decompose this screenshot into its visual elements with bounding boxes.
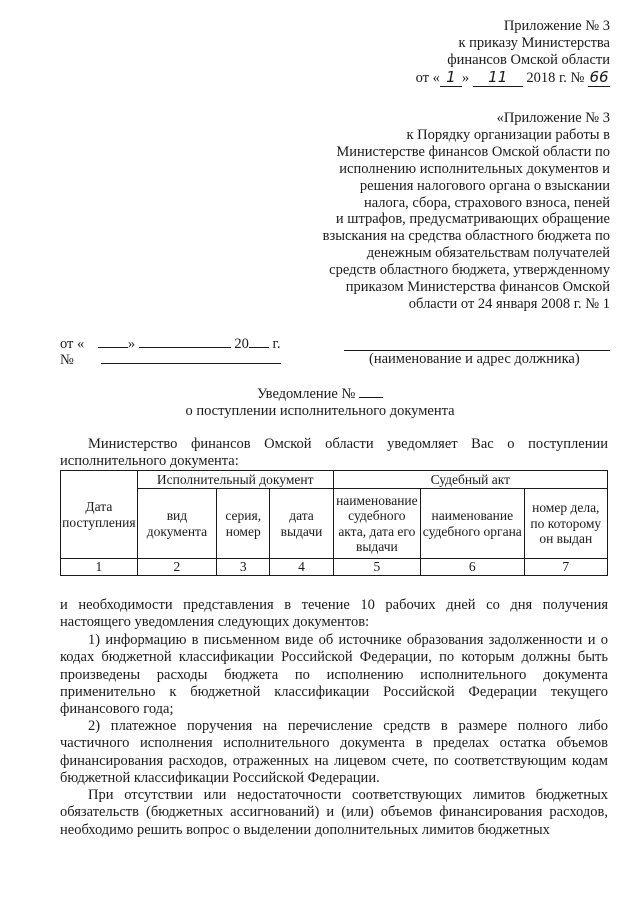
body-paragraph-4: При отсутствии или недостаточности соответствующих лимитов бюджетных обязательств (бюджетных ассигнований) и (или) объемов финансирования расходов, необходимо решить вопрос о выделении дополнительных лимитов бюджетных [60, 787, 608, 838]
procedure-line: к Порядку организации работы в [406, 126, 610, 143]
col-issue-date: дата выдачи [270, 489, 333, 559]
year-blank[interactable] [249, 347, 269, 348]
body-paragraph-1: и необходимости представления в течение 10 рабочих дней со дня получения настоящего уведомления следующих документов: [60, 597, 608, 631]
intro-paragraph: Министерство финансов Омской области уведомляет Вас о поступлении исполнительного документа: [60, 436, 608, 470]
handwritten-number: 66 [589, 68, 609, 86]
number-field-row: № [60, 352, 281, 369]
group-court-act: Судебный акт [333, 471, 607, 489]
month-blank[interactable] [139, 347, 231, 348]
date-field-row: от « » 20 г. [60, 336, 281, 352]
handwritten-month: 11 [473, 69, 523, 87]
procedure-line: области от 24 января 2008 г. № 1 [408, 295, 610, 312]
appendix-order-line: к приказу Министерства [458, 35, 610, 51]
number-blank[interactable] [101, 363, 281, 364]
body-paragraph-2: 1) информацию в письменном виде об источнике образования задолженности и о кодах бюджетной классификации Российской Федерации, по которым должны быть произведены расходы бюджета по исполнению исполнительного документа применительно к бюджетной классификации Российской Федерации текущего финансового года; [60, 632, 608, 718]
notice-number-blank[interactable] [359, 397, 383, 398]
column-number: 6 [421, 559, 524, 576]
procedure-line: денежным обязательствам получателей [366, 245, 610, 262]
procedure-line: исполнению исполнительных документов и [339, 160, 610, 177]
col-court-act-name: наименование судебного акта, дата его выдачи [333, 489, 420, 559]
procedure-line: средств областного бюджета, утвержденному [329, 262, 610, 279]
procedure-line: взыскания на средства областного бюджета по [322, 228, 610, 245]
procedure-line: Министерстве финансов Омской области по [336, 143, 610, 160]
notice-title: Уведомление № [0, 385, 640, 403]
debtor-caption: (наименование и адрес должника) [369, 351, 580, 367]
procedure-line: налога, сбора, страхового взноса, пеней [363, 194, 610, 211]
appendix-title: Приложение № 3 [503, 18, 610, 34]
column-number: 1 [61, 559, 138, 576]
handwritten-day: 1 [440, 69, 462, 87]
procedure-line: «Приложение № 3 [496, 110, 610, 126]
procedure-line: приказом Министерства финансов Омской [345, 279, 610, 296]
column-number: 3 [217, 559, 270, 576]
col-case-number: номер дела, по которому он выдан [524, 489, 607, 559]
column-number: 7 [524, 559, 607, 576]
body-paragraph-3: 2) платежное поручения на перечисление средств в размере полного либо частичного исполнения исполнительного документа в пределах остатка объемов финансирования расходов, отраженных на лицевом счете, по соответствующим кодам бюджетной классификации Российской Федерации. [60, 718, 608, 786]
col-court-name: наименование судебного органа [421, 489, 524, 559]
col-document-type: вид документа [137, 489, 216, 559]
procedure-header [323, 110, 610, 313]
col-series-number: серия, номер [217, 489, 270, 559]
group-executive-document: Исполнительный документ [137, 471, 333, 489]
appendix-date-line: от « 1 » 11 2018 г. № 66 [415, 68, 609, 86]
column-number: 4 [270, 559, 333, 576]
appendix-ministry-line: финансов Омской области [447, 52, 610, 68]
table-row [61, 559, 608, 576]
procedure-line: решения налогового органа о взыскании [359, 177, 610, 194]
debtor-name-blank[interactable] [344, 333, 610, 351]
documents-table [60, 470, 608, 576]
notice-subtitle: о поступлении исполнительного документа [185, 403, 455, 419]
col-date-received: Дата поступления [61, 471, 138, 559]
appendix-header [416, 18, 610, 87]
day-blank[interactable] [98, 347, 128, 348]
procedure-line: и штрафов, предусматривающих обращение [335, 211, 610, 228]
column-number: 2 [137, 559, 216, 576]
column-number: 5 [333, 559, 420, 576]
